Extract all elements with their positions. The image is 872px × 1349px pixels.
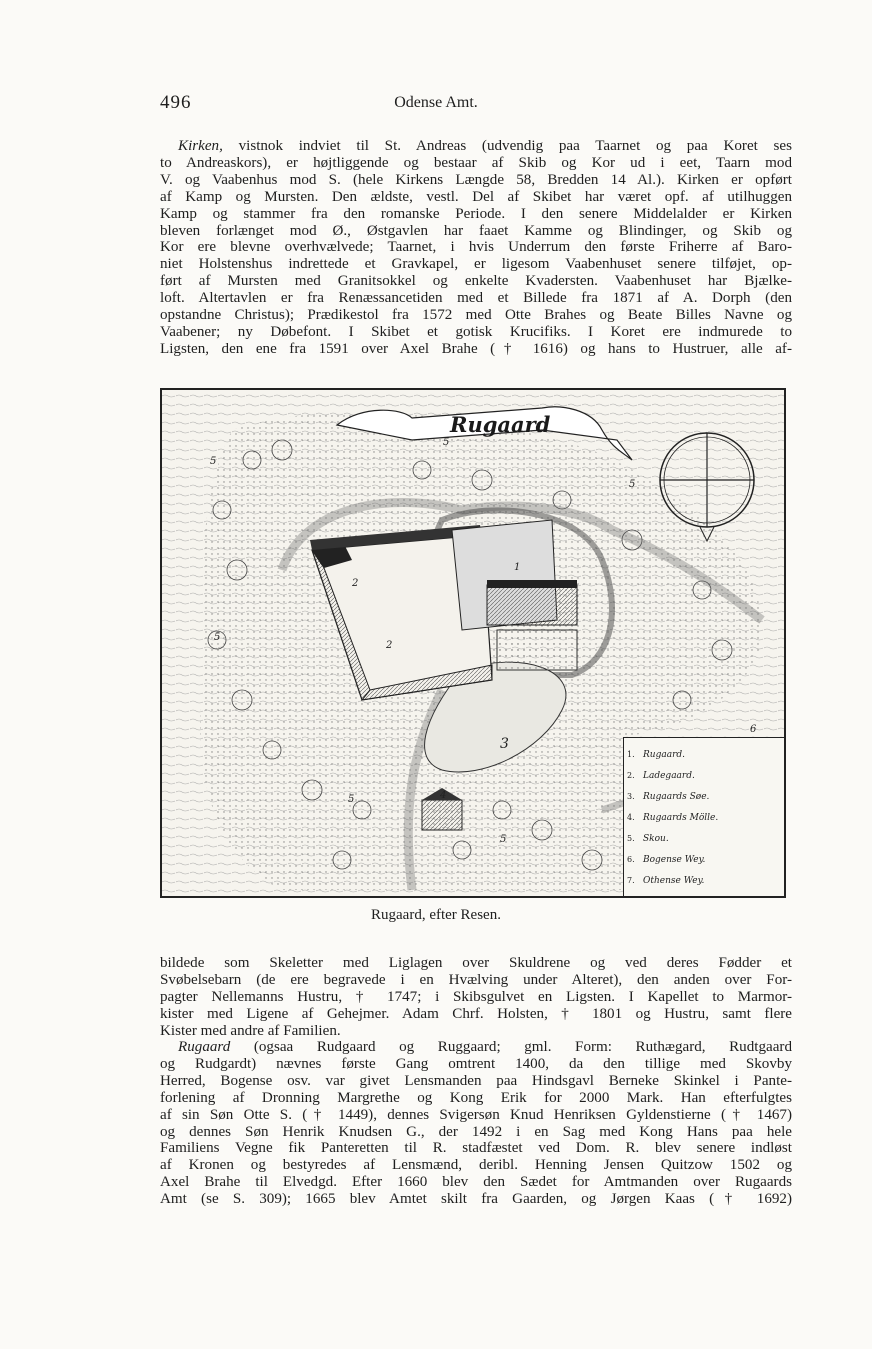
lead-word: Kirken, [178,138,223,154]
text-line: kister med Ligene af Gehejmer. Adam Chrf. Holsten, † 1801 og Hustru, samt flere [160,1005,792,1022]
legend-item: 1. Rugaard. [627,749,685,760]
text-line: Kirken, vistnok indviet til St. Andreas (udvendig paa Taarnet og paa Koret ses [178,138,792,154]
text-line: to Andreaskors), er højtliggende og bestaar af Skib og Kor ud i eet, Taarn mod [160,154,792,171]
text-line: bildede som Skeletter med Liglagen over Skuldrene og ved deres Fødder et [160,955,792,971]
text-line: af sin Søn Otte S. († 1449), dennes Svigersøn Knud Henriksen Gyldenstierne († 1467) [160,1106,792,1123]
text-line: og dennes Søn Henrik Knudsen G., der 1492 i en Sag med Kong Hans paa hele [160,1123,792,1140]
text-line: og Rudgardt) nævnes første Gang omtrent 1400, da den tillige med Skovby [160,1055,792,1072]
map-number: 6 [750,724,757,735]
map-number: 5 [214,632,221,643]
text-line: af Kamp og Mursten. Den ældste, vestl. Del af Skibet har været opf. af utilhuggen [160,188,792,205]
legend-item: 7. Othense Wey. [627,875,705,886]
text-line: bleven forlænget mod Ø., Østgavlen har faaet Kamme og Blindinger, og Skib og [160,222,792,239]
map-number: 2 [386,640,393,651]
map-number: 5 [348,794,355,805]
text-line: Vaabener; ny Døbefont. I Skibet et gotisk Krucifiks. I Koret ere indmurede to [160,323,792,340]
text-line: Herred, Bogense osv. var givet Lensmanden paa Hindsgavl Berneke Skinkel i Pante- [160,1072,792,1089]
legend-item: 6. Bogense Wey. [627,854,706,865]
map-number: 4 [440,790,447,801]
text-line: opstandne Christus); Prædikestol fra 1572 med Otte Brahes og Beate Billes Navne og [160,307,792,324]
text-line: Kister med andre af Familien. [160,1022,341,1039]
map-legend [623,737,784,898]
text-line: forlening af Dronning Margrethe og Kong Erik for 2000 Mark. Han efterfulgtes [160,1089,792,1106]
map-number: 5 [210,456,217,467]
text-line: af Kronen og bestyredes af Lensmænd, deribl. Henning Jensen Quitzow 1502 og [160,1157,792,1174]
text-line: Amt (se S. 309); 1665 blev Amtet skilt fra Gaarden, og Jørgen Kaas († 1692) [160,1191,792,1208]
running-title: Odense Amt. [394,94,478,111]
map-number: 5 [500,834,507,845]
legend-item: 3. Rugaards Søe. [627,791,710,802]
text-line: Rugaard (ogsaa Rudgaard og Ruggaard; gml. Form: Ruthægard, Rudtgaard [178,1039,792,1055]
page-number: 496 [160,92,192,113]
rugaard-engraving [160,388,786,898]
paragraph-rugaard [160,1039,792,1208]
paragraph-continued [160,955,792,1040]
paragraph-kirken [160,138,792,358]
legend-item: 5. Skou. [627,833,669,844]
text-line: niet Holstenshus indrettede et Gravkapel, er ligesom Vaabenhuset senere tilføjet, op- [160,256,792,273]
figure-caption: Rugaard, efter Resen. [371,907,501,923]
lead-word: Rugaard [178,1039,231,1055]
text-line: loft. Altertavlen er fra Renæssancetiden med et Billede fra 1871 af A. Dorph (den [160,290,792,307]
text-line: pagter Nellemanns Hustru, † 1747; i Skibsgulvet en Ligsten. I Kapellet to Marmor- [160,988,792,1005]
map-number: 5 [443,437,450,448]
text-line: Ligsten, den ene fra 1591 over Axel Brahe († 1616) og hans to Hustruer, alle af- [160,340,792,357]
map-number: 3 [500,736,509,752]
text-line: ført af Mursten med Granitsokkel og enkelte Kvadersten. Vaabenhuset har Bjælke- [160,273,792,290]
text-line: Kamp og stammer fra den romanske Periode. I den senere Middelalder er Kirken [160,205,792,222]
legend-item: 2. Ladegaard. [627,770,695,781]
map-number: 1 [514,562,521,573]
map-title: Rugaard [450,412,551,437]
map-number: 2 [352,578,359,589]
text-line: Kor ere blevne overhvælvede; Taarnet, i hvis Underrum den første Friherre af Baro- [160,239,792,256]
legend-item: 4. Rugaards Mölle. [627,812,719,823]
map-number: 5 [629,479,636,490]
text-line: Familiens Vegne fik Panteretten til R. stadfæstet ved Dom. R. blev senere indløst [160,1140,792,1157]
text-line: V. og Vaabenhus mod S. (hele Kirkens Længde 58, Bredden 14 Al.). Kirken er opført [160,171,792,188]
text-line: Svøbelsebarn (de ere begravede i en Hvælving under Alteret), den anden over For- [160,971,792,988]
text-line: Axel Brahe til Elvedgd. Efter 1660 blev den Sædet for Amtmanden over Rugaards [160,1174,792,1191]
